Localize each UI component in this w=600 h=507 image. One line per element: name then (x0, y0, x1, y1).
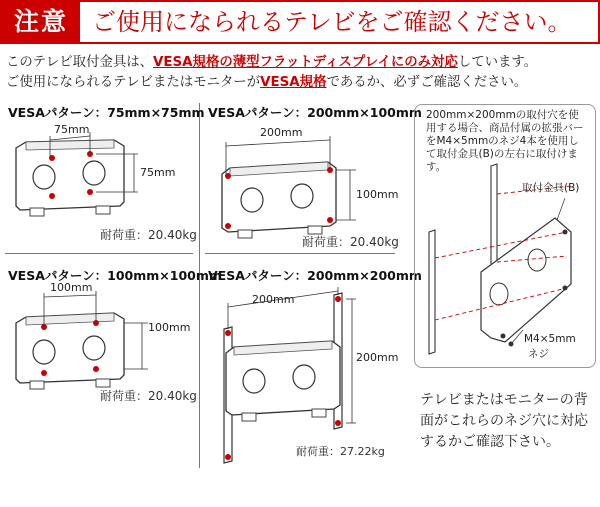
caution-title: ご使用になられるテレビをご確認ください。 (92, 8, 572, 36)
caution-header (0, 0, 600, 44)
vesa-highlight-2: VESA規格 (260, 75, 327, 90)
divider-left (5, 253, 193, 254)
panel-200x200-load: 耐荷重：27.22kg (296, 445, 385, 458)
screw-label: ネジ (528, 348, 549, 360)
bottom-note: テレビまたはモニターの背面がこれらのネジ穴に対応するかご確認下さい。 (420, 392, 588, 450)
vesa-highlight-1: VESA規格の薄型フラットディスプレイにのみ対応 (153, 55, 458, 70)
intro-line-2: ご使用になられるテレビまたはモニターがVESA規格であるか、必ずご確認ください。 (6, 75, 528, 90)
bracket-b-label: 取付金具(B) (522, 182, 580, 194)
panel-100-title: VESAパターン：100mm×100mm (8, 268, 222, 283)
panel-100-width-label: 100mm (50, 281, 93, 294)
panel-200x100-title: VESAパターン：200mm×100mm (208, 105, 422, 120)
bracket-b-leader (557, 198, 565, 220)
panel-200x200-title: VESAパターン：200mm×200mm (208, 268, 422, 283)
panel-75-height-label: 75mm (140, 166, 176, 179)
intro-text (6, 53, 598, 93)
panel-200x100-height-label: 100mm (356, 188, 399, 201)
panel-200x200-height-label: 200mm (356, 351, 399, 364)
intro-line-1: このテレビ取付金具は、VESA規格の薄型フラットディスプレイにのみ対応しています。 (6, 55, 538, 70)
panel-75-title: VESAパターン：75mm×75mm (8, 105, 205, 120)
panel-75-load: 耐荷重：20.40kg (100, 228, 197, 242)
extension-note-text: 200mm×200mmの取付穴を使用する場合、商品付属の拡張バーをM4×5mmのネジ4本を使用して取付金具(B)の左右に取付けます。 (426, 109, 584, 173)
bracket-plate (222, 162, 336, 238)
caution-badge: 注意 (2, 2, 80, 42)
panel-200x200-width-label: 200mm (252, 293, 295, 306)
panel-100-height-label: 100mm (148, 321, 191, 334)
screw-size-label: M4×5mm (524, 333, 576, 345)
bracket-plate (16, 140, 124, 216)
panel-200x100-width-label: 200mm (260, 126, 303, 139)
divider-middle (205, 253, 395, 254)
bracket-plate (16, 313, 124, 389)
panel-100-load: 耐荷重：20.40kg (100, 389, 197, 403)
panel-200x100-load: 耐荷重：20.40kg (302, 235, 399, 249)
panel-75-width-label: 75mm (54, 123, 90, 136)
bracket-plate (226, 341, 340, 421)
